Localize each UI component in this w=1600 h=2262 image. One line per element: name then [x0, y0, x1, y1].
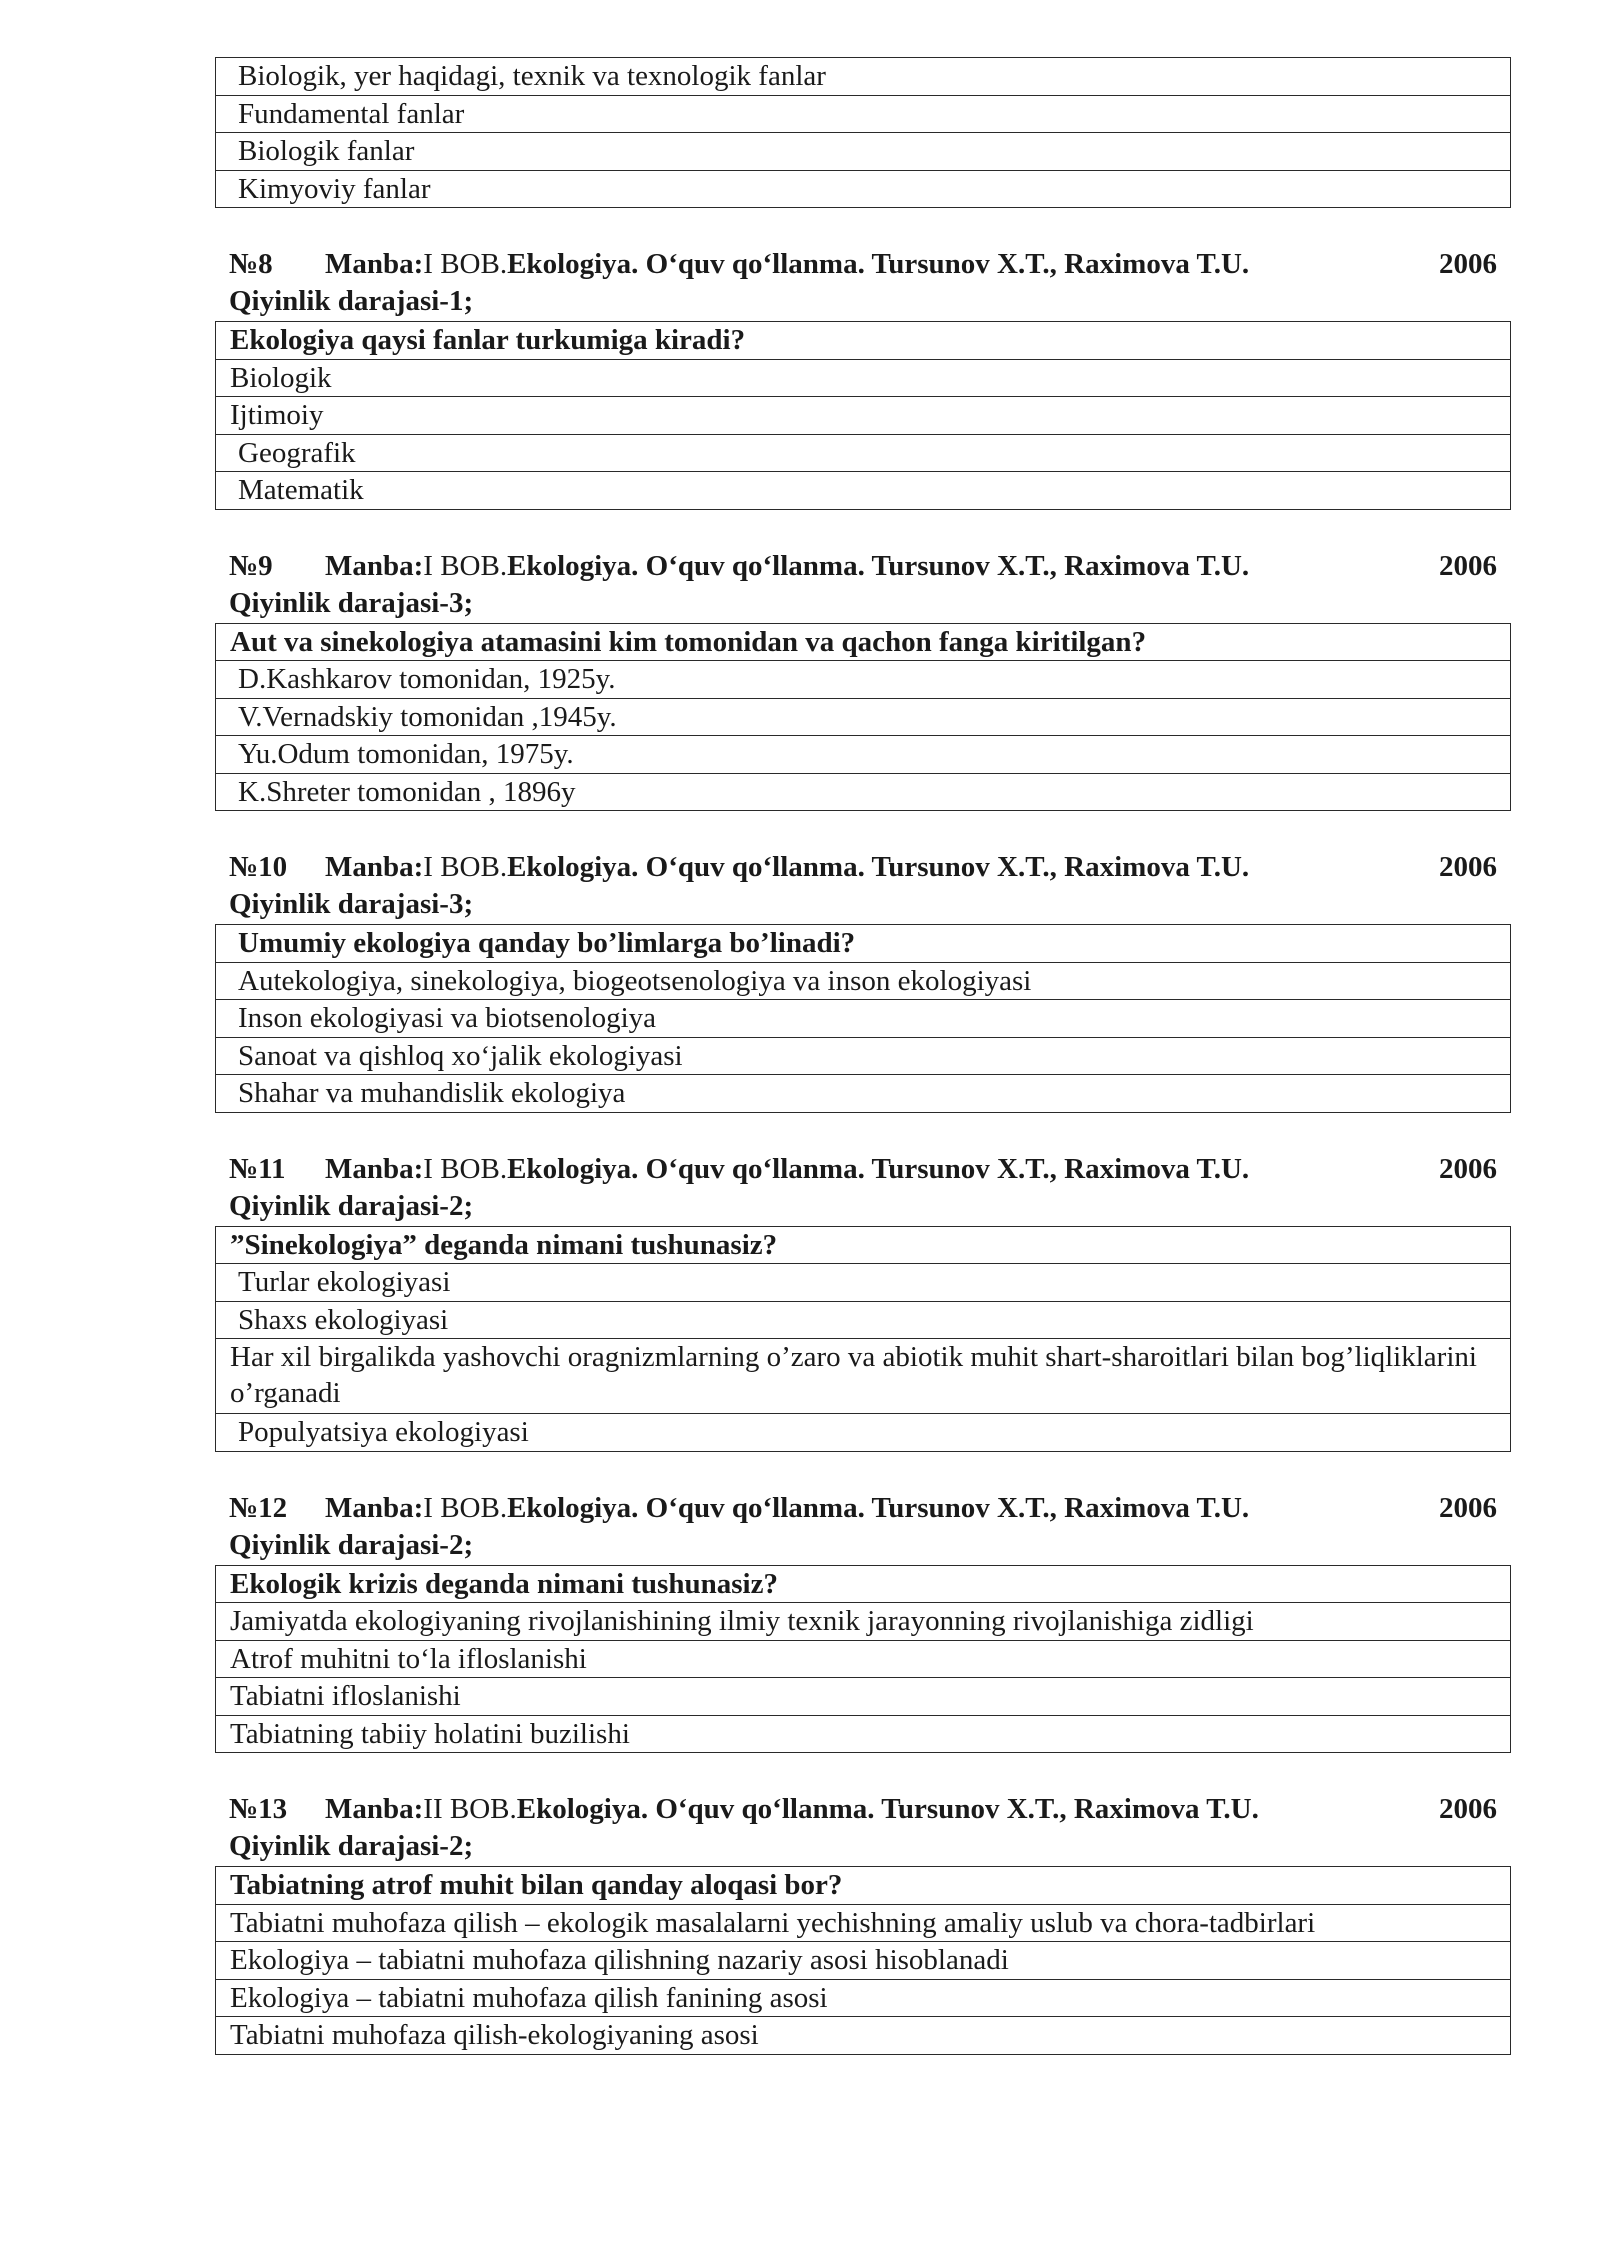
answer-cell: Ekologiya – tabiatni muhofaza qilishning nazariy asosi hisoblanadi — [216, 1942, 1511, 1980]
answer-row — [216, 1414, 1511, 1452]
document-page — [215, 57, 1511, 2055]
question-number: №9 — [229, 549, 273, 582]
chapter: I BOB. — [423, 1152, 508, 1185]
chapter: II BOB. — [423, 1793, 517, 1825]
answer-row — [216, 170, 1511, 208]
year: 2006 — [1439, 851, 1497, 883]
year: 2006 — [1439, 549, 1497, 582]
answer-cell: Tabiatning tabiiy holatini buzilishi — [216, 1715, 1511, 1753]
manba-label: Manba: — [325, 851, 424, 883]
answer-row — [216, 1603, 1511, 1641]
answer-row — [216, 1339, 1511, 1414]
answer-row — [216, 95, 1511, 133]
manba-label: Manba: — [325, 1152, 424, 1185]
manba-label: Manba: — [325, 549, 424, 582]
question-text: Aut va sinekologiya atamasini kim tomonidan va qachon fanga kiritilgan? — [216, 623, 1511, 661]
answer-cell: Yu.Odum tomonidan, 1975y. — [216, 736, 1511, 774]
answer-cell: Geografik — [216, 434, 1511, 472]
answer-row — [216, 133, 1511, 171]
question-meta — [215, 1490, 1511, 1564]
question-text: ”Sinekologiya” deganda nimani tushunasiz? — [216, 1226, 1511, 1264]
answer-row — [216, 1264, 1511, 1302]
question-row — [216, 925, 1511, 963]
answer-row — [216, 397, 1511, 435]
difficulty: Qiyinlik darajasi-3; — [229, 586, 474, 619]
answer-cell: Tabiatni muhofaza qilish – ekologik masalalarni yechishning amaliy uslub va chora-tadbirlari — [216, 1904, 1511, 1942]
year: 2006 — [1439, 1152, 1497, 1185]
question-number: №12 — [229, 1491, 288, 1524]
source: Ekologiya. O‘quv qo‘llanma. Tursunov X.T., Raximova T.U. — [516, 1793, 1259, 1825]
answer-row — [216, 58, 1511, 96]
source: Ekologiya. O‘quv qo‘llanma. Tursunov X.T., Raximova T.U. — [507, 1152, 1250, 1185]
manba-label: Manba: — [325, 1491, 424, 1524]
question-row — [216, 1867, 1511, 1905]
answer-cell: Populyatsiya ekologiyasi — [216, 1414, 1511, 1452]
answer-cell: Har xil birgalikda yashovchi oragnizmlarning o’zaro va abiotik muhit shart-sharoitlari bilan bog’liqliklarini o’rganadi — [216, 1339, 1511, 1414]
question-table — [215, 924, 1511, 1113]
source: Ekologiya. O‘quv qo‘llanma. Tursunov X.T., Raximova T.U. — [507, 851, 1250, 883]
difficulty: Qiyinlik darajasi-2; — [229, 1528, 474, 1561]
question-table — [215, 623, 1511, 812]
question-text: Ekologiya qaysi fanlar turkumiga kiradi? — [216, 322, 1511, 360]
question-meta — [215, 246, 1511, 320]
answer-row — [216, 1000, 1511, 1038]
question-table — [215, 1565, 1511, 1754]
year: 2006 — [1439, 248, 1497, 280]
question-row — [216, 1565, 1511, 1603]
year: 2006 — [1439, 1491, 1497, 1524]
answer-cell: Inson ekologiyasi va biotsenologiya — [216, 1000, 1511, 1038]
answer-cell: Shaxs ekologiyasi — [216, 1301, 1511, 1339]
question-meta — [215, 548, 1511, 622]
answer-cell: Atrof muhitni to‘la ifloslanishi — [216, 1640, 1511, 1678]
answer-cell: V.Vernadskiy tomonidan ,1945y. — [216, 698, 1511, 736]
answer-table-top — [215, 57, 1511, 208]
answer-row — [216, 1979, 1511, 2017]
answer-cell: Ekologiya – tabiatni muhofaza qilish fanining asosi — [216, 1979, 1511, 2017]
answer-cell: Biologik fanlar — [216, 133, 1511, 171]
answer-row — [216, 1037, 1511, 1075]
answer-cell: Biologik — [216, 359, 1511, 397]
question-text: Tabiatning atrof muhit bilan qanday aloqasi bor? — [216, 1867, 1511, 1905]
chapter: I BOB. — [423, 248, 508, 280]
chapter: I BOB. — [423, 1491, 508, 1524]
question-number: №11 — [229, 1152, 286, 1185]
answer-cell: Sanoat va qishloq xo‘jalik ekologiyasi — [216, 1037, 1511, 1075]
question-table — [215, 1866, 1511, 2055]
answer-row — [216, 434, 1511, 472]
answer-cell: Tabiatni muhofaza qilish-ekologiyaning asosi — [216, 2017, 1511, 2055]
difficulty: Qiyinlik darajasi-2; — [229, 1189, 474, 1222]
answer-row — [216, 1075, 1511, 1113]
answer-row — [216, 1678, 1511, 1716]
question-meta — [215, 1791, 1511, 1865]
answer-row — [216, 1640, 1511, 1678]
difficulty: Qiyinlik darajasi-1; — [229, 285, 474, 317]
answer-row — [216, 698, 1511, 736]
answer-cell: Matematik — [216, 472, 1511, 510]
answer-row — [216, 661, 1511, 699]
answer-row — [216, 1301, 1511, 1339]
answer-cell: Shahar va muhandislik ekologiya — [216, 1075, 1511, 1113]
question-table — [215, 321, 1511, 510]
difficulty: Qiyinlik darajasi-2; — [229, 1830, 474, 1862]
answer-cell: K.Shreter tomonidan , 1896y — [216, 773, 1511, 811]
answer-cell: D.Kashkarov tomonidan, 1925y. — [216, 661, 1511, 699]
chapter: I BOB. — [423, 851, 508, 883]
source: Ekologiya. O‘quv qo‘llanma. Tursunov X.T., Raximova T.U. — [507, 1491, 1250, 1524]
source: Ekologiya. O‘quv qo‘llanma. Tursunov X.T., Raximova T.U. — [507, 549, 1250, 582]
answer-row — [216, 962, 1511, 1000]
answer-row — [216, 2017, 1511, 2055]
source: Ekologiya. O‘quv qo‘llanma. Tursunov X.T., Raximova T.U. — [507, 248, 1250, 280]
question-number: №13 — [229, 1793, 288, 1825]
answer-row — [216, 472, 1511, 510]
question-row — [216, 1226, 1511, 1264]
answer-cell: Tabiatni ifloslanishi — [216, 1678, 1511, 1716]
answer-row — [216, 1942, 1511, 1980]
answer-cell: Ijtimoiy — [216, 397, 1511, 435]
answer-cell: Autekologiya, sinekologiya, biogeotsenologiya va inson ekologiyasi — [216, 962, 1511, 1000]
answer-cell: Biologik, yer haqidagi, texnik va texnologik fanlar — [216, 58, 1511, 96]
answer-row — [216, 1904, 1511, 1942]
question-row — [216, 623, 1511, 661]
question-row — [216, 322, 1511, 360]
answer-row — [216, 773, 1511, 811]
question-text: Ekologik krizis deganda nimani tushunasiz? — [216, 1565, 1511, 1603]
question-text: Umumiy ekologiya qanday bo’limlarga bo’linadi? — [216, 925, 1511, 963]
answer-cell: Jamiyatda ekologiyaning rivojlanishining ilmiy texnik jarayonning rivojlanishiga zidligi — [216, 1603, 1511, 1641]
answer-cell: Kimyoviy fanlar — [216, 170, 1511, 208]
difficulty: Qiyinlik darajasi-3; — [229, 888, 474, 920]
manba-label: Manba: — [325, 248, 424, 280]
question-meta — [215, 849, 1511, 923]
question-number: №10 — [229, 851, 288, 883]
question-table — [215, 1226, 1511, 1452]
answer-cell: Fundamental fanlar — [216, 95, 1511, 133]
question-number: №8 — [229, 248, 273, 280]
question-meta — [215, 1151, 1511, 1225]
answer-row — [216, 1715, 1511, 1753]
answer-row — [216, 359, 1511, 397]
answer-row — [216, 736, 1511, 774]
year: 2006 — [1439, 1793, 1497, 1825]
answer-cell: Turlar ekologiyasi — [216, 1264, 1511, 1302]
chapter: I BOB. — [423, 549, 508, 582]
manba-label: Manba: — [325, 1793, 424, 1825]
